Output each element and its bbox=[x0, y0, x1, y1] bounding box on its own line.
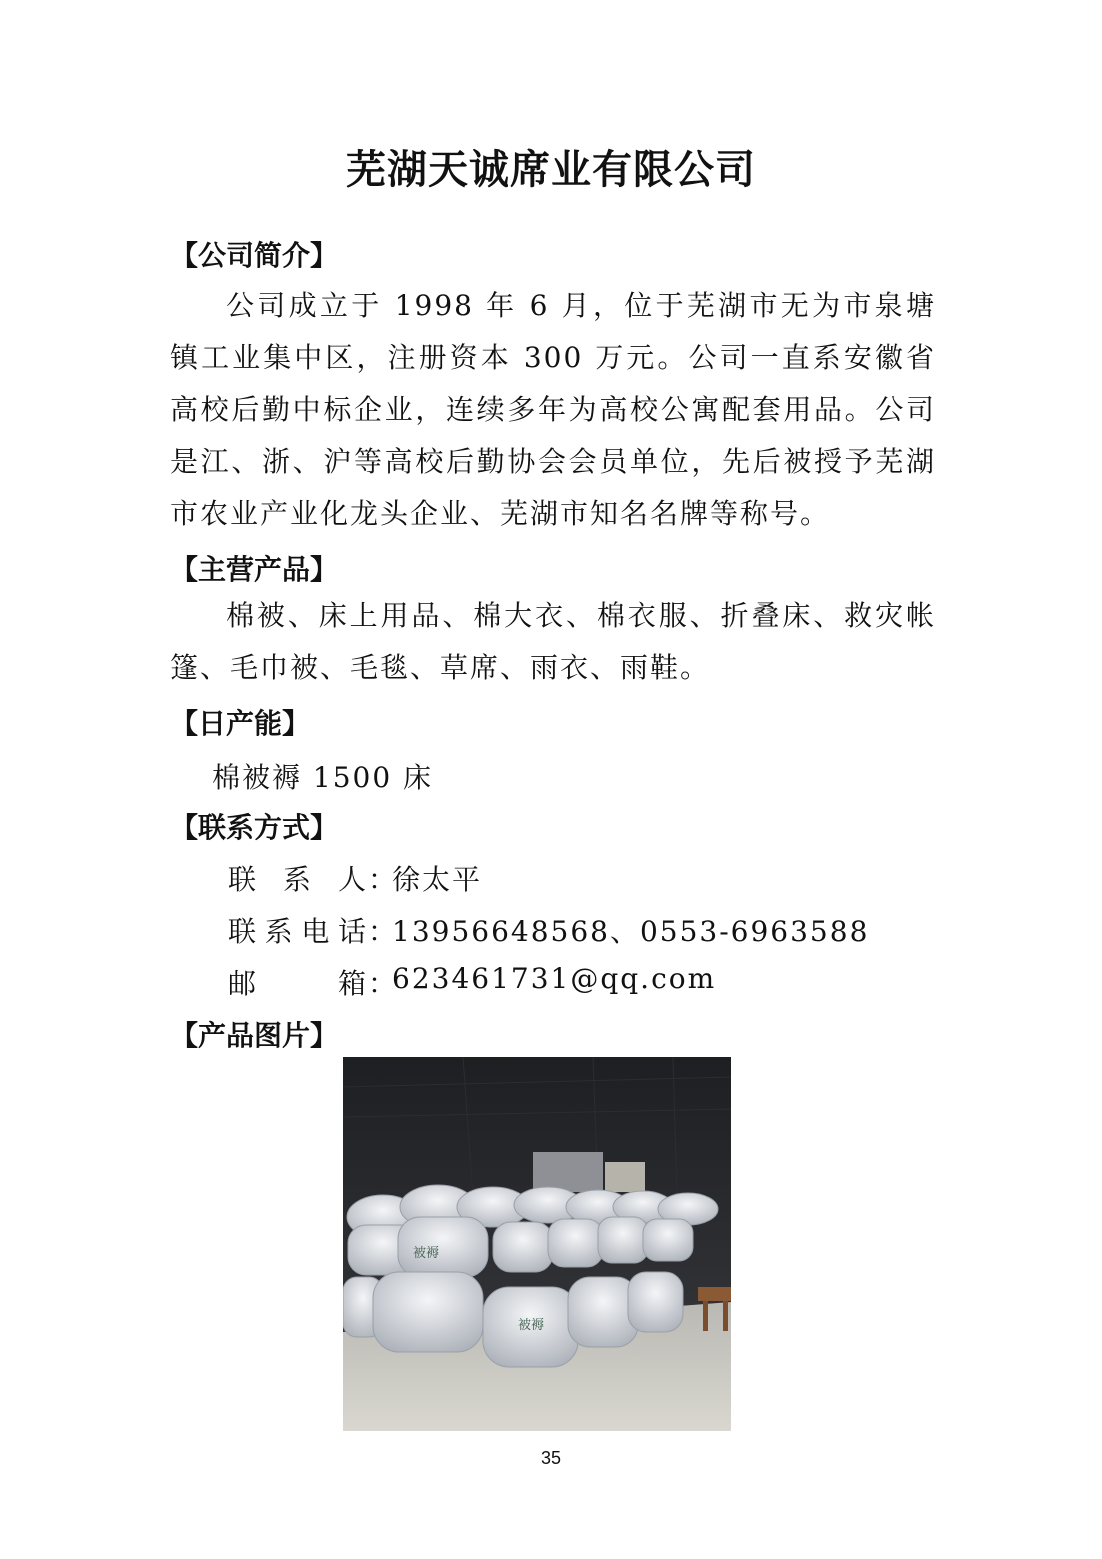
contact-phone-value: 13956648568、0553-6963588 bbox=[392, 915, 870, 948]
capacity-text: 棉被褥 1500 床 bbox=[212, 761, 434, 794]
page-number: 35 bbox=[540, 1448, 562, 1468]
contact-email-value: 623461731@qq.com bbox=[392, 962, 717, 995]
contact-person-value: 徐太平 bbox=[392, 863, 483, 896]
bag-label-1: 被褥 bbox=[413, 1246, 440, 1261]
contact-email-row: 邮 箱 ： 623461731@qq.com bbox=[228, 962, 717, 1000]
capacity-heading: 【日产能】 bbox=[170, 707, 311, 740]
contact-heading: 【联系方式】 bbox=[170, 811, 339, 844]
contact-person-row: 联 系 人 ： 徐太平 bbox=[228, 858, 482, 898]
intro-heading: 【公司简介】 bbox=[170, 239, 339, 272]
contact-person-label: 联 系 人 bbox=[228, 863, 368, 896]
company-title: 芜湖天诚席业有限公司 bbox=[346, 146, 756, 193]
products-paragraph: 棉被、床上用品、棉大衣、棉衣服、折叠床、救灾帐篷、毛巾被、毛毯、草席、雨衣、雨鞋。 bbox=[170, 599, 936, 684]
products-heading: 【主营产品】 bbox=[170, 553, 339, 586]
bag-label-2: 被褥 bbox=[518, 1318, 545, 1333]
contact-phone-label: 联 系 电 话 bbox=[228, 915, 368, 948]
warehouse-photo-illustration bbox=[343, 1057, 731, 1431]
contact-email-label: 邮 箱 bbox=[228, 967, 368, 1000]
photos-heading: 【产品图片】 bbox=[170, 1019, 339, 1052]
intro-paragraph: 公司成立于 1998 年 6 月，位于芜湖市无为市泉塘镇工业集中区，注册资本 300 万元。公司一直系安徽省高校后勤中标企业，连续多年为高校公寓配套用品。公司是江、浙、沪等高校后勤协会会员单位，先后被授予芜湖市农业产业化龙头企业、芜湖市知名名牌等称号。 bbox=[170, 289, 936, 530]
contact-phone-row: 联 系 电 话 ： 13956648568、0553-6963588 bbox=[228, 910, 869, 950]
product-photo bbox=[343, 1057, 731, 1431]
